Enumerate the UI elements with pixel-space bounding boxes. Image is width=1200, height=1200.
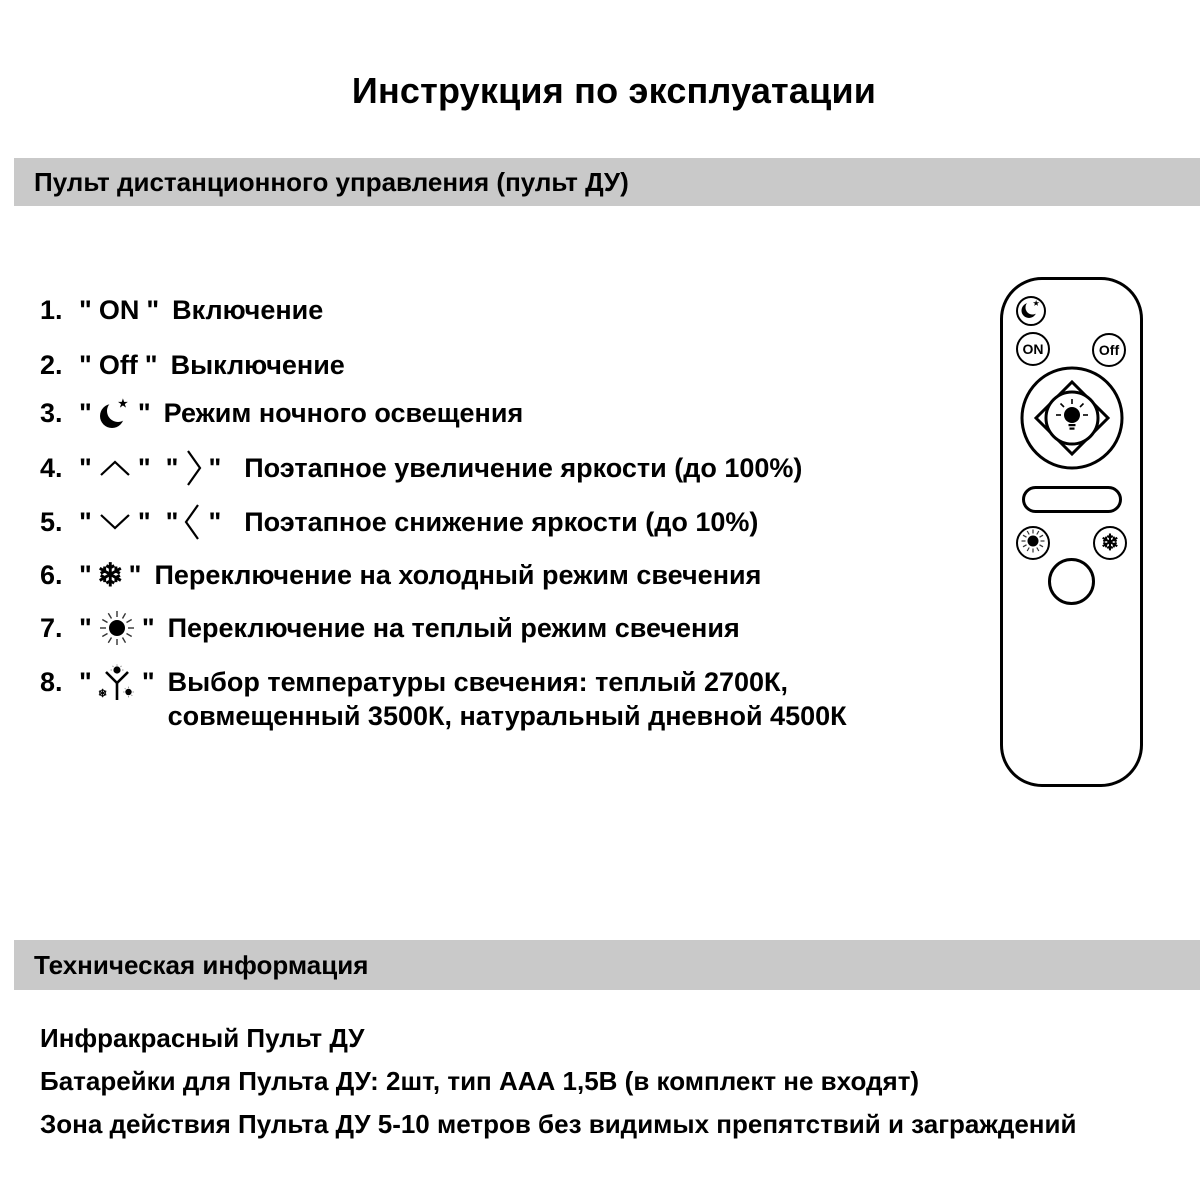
item-label-line-1: Выбор температуры свечения: теплый 2700К, bbox=[167, 667, 788, 697]
section-header-remote-label: Пульт дистанционного управления (пульт ДУ) bbox=[34, 166, 629, 197]
crescent-moon-icon bbox=[1020, 298, 1042, 325]
section-header-tech bbox=[14, 940, 1200, 990]
section-header-tech-label: Техническая информация bbox=[34, 949, 369, 980]
tech-info-line: Зона действия Пульта ДУ 5-10 метров без видимых препятствий и заграждений bbox=[40, 1109, 1077, 1139]
item-label: Поэтапное снижение яркости (до 10%) bbox=[244, 506, 759, 537]
item-label: Переключение на теплый режим свечения bbox=[167, 612, 740, 643]
quote-mark: " bbox=[165, 452, 179, 483]
quote-mark: " bbox=[137, 397, 151, 428]
svg-text:★: ★ bbox=[1033, 300, 1040, 307]
color-temperature-icon bbox=[97, 664, 137, 704]
svg-text:★: ★ bbox=[117, 398, 128, 410]
on-button-text: ON bbox=[98, 294, 140, 325]
tech-info-line: Инфракрасный Пульт ДУ bbox=[40, 1023, 365, 1053]
list-item-brightness-down bbox=[40, 502, 758, 542]
quote-mark: " bbox=[137, 452, 151, 483]
list-item-color-temperature bbox=[40, 662, 847, 733]
pill-button bbox=[1022, 486, 1122, 513]
quote-mark: " bbox=[144, 349, 158, 380]
quote-mark: " bbox=[137, 506, 151, 537]
list-item-brightness-up bbox=[40, 448, 802, 488]
quote-mark: " bbox=[208, 506, 222, 537]
off-button: Off bbox=[1092, 333, 1126, 367]
on-button: ON bbox=[1016, 332, 1050, 366]
chevron-right-icon bbox=[183, 448, 203, 488]
item-label: Поэтапное увеличение яркости (до 100%) bbox=[244, 452, 803, 483]
quote-mark: " bbox=[208, 452, 222, 483]
quote-mark: " bbox=[79, 506, 92, 537]
list-item-night-mode bbox=[40, 393, 523, 433]
dpad-brightness-control bbox=[1020, 366, 1124, 470]
quote-mark: " bbox=[79, 452, 92, 483]
item-number: 2. bbox=[40, 349, 63, 380]
snowflake-icon: ❄ bbox=[1100, 530, 1120, 555]
list-item-warm-mode bbox=[40, 608, 740, 648]
quote-mark: " bbox=[79, 294, 92, 325]
cold-mode-button bbox=[1093, 526, 1127, 560]
off-button-text: Off bbox=[98, 349, 138, 380]
item-number: 6. bbox=[40, 559, 63, 590]
remote-control-illustration bbox=[1000, 277, 1143, 787]
item-number: 8. bbox=[40, 667, 63, 697]
crescent-moon-icon bbox=[97, 395, 133, 431]
section-header-remote bbox=[14, 158, 1200, 206]
tech-info-line: Батарейки для Пульта ДУ: 2шт, тип ААА 1,5В (в комплект не входят) bbox=[40, 1066, 920, 1096]
item-label-line-2: совмещенный 3500К, натуральный дневной 4500К bbox=[167, 701, 847, 731]
item-number: 3. bbox=[40, 397, 63, 428]
item-number: 7. bbox=[40, 612, 63, 643]
quote-mark: " bbox=[79, 667, 92, 697]
chevron-down-icon bbox=[97, 512, 133, 532]
warm-sun-icon bbox=[97, 608, 137, 648]
quote-mark: " bbox=[79, 612, 92, 643]
item-number: 5. bbox=[40, 506, 63, 537]
chevron-left-icon bbox=[183, 502, 203, 542]
chevron-up-icon bbox=[97, 458, 133, 478]
night-mode-button bbox=[1016, 296, 1046, 326]
warm-mode-button bbox=[1016, 526, 1050, 560]
quote-mark: " bbox=[79, 349, 92, 380]
warm-sun-icon bbox=[1020, 528, 1046, 559]
item-number: 1. bbox=[40, 294, 63, 325]
round-button bbox=[1048, 558, 1095, 605]
quote-mark: " bbox=[128, 559, 142, 590]
page-title: Инструкция по эксплуатации bbox=[351, 70, 877, 111]
item-number: 4. bbox=[40, 452, 63, 483]
list-item-cold-mode bbox=[40, 555, 761, 595]
item-label bbox=[168, 665, 847, 733]
quote-mark: " bbox=[146, 294, 160, 325]
item-label: Переключение на холодный режим свечения bbox=[154, 559, 762, 590]
quote-mark: " bbox=[141, 612, 155, 643]
quote-mark: " bbox=[79, 397, 92, 428]
quote-mark: " bbox=[165, 506, 179, 537]
item-label: Режим ночного освещения bbox=[163, 397, 524, 428]
svg-text:❄: ❄ bbox=[97, 688, 108, 700]
quote-mark: " bbox=[79, 559, 92, 590]
item-label: Включение bbox=[172, 294, 324, 325]
snowflake-icon: ❄ bbox=[96, 557, 124, 593]
list-item-on bbox=[40, 290, 323, 330]
list-item-off bbox=[40, 345, 345, 385]
quote-mark: " bbox=[141, 667, 155, 697]
item-label: Выключение bbox=[170, 349, 345, 380]
